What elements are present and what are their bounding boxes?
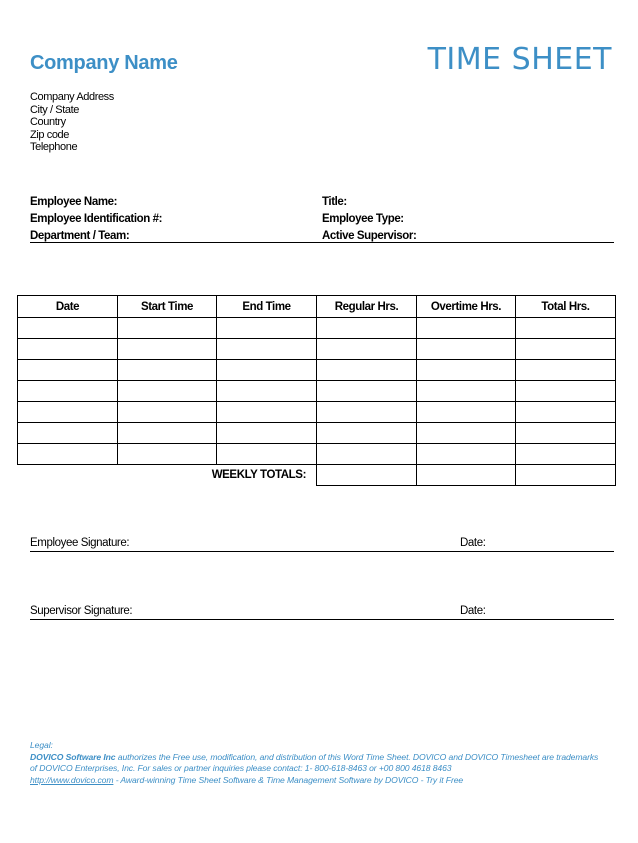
table-cell[interactable]	[118, 339, 217, 360]
table-cell[interactable]	[317, 381, 417, 402]
employee-type-label: Employee Type:	[322, 213, 404, 225]
supervisor-label: Active Supervisor:	[322, 230, 417, 242]
employee-date-label: Date:	[460, 537, 486, 549]
column-header: Overtime Hrs.	[417, 296, 516, 318]
table-cell[interactable]	[18, 339, 118, 360]
table-cell[interactable]	[417, 444, 516, 465]
legal-footer	[30, 775, 604, 787]
table-cell[interactable]	[516, 339, 616, 360]
address-line: Country	[30, 116, 66, 128]
table-cell[interactable]	[217, 402, 317, 423]
overtime-hrs-total-cell[interactable]	[417, 465, 516, 486]
legal-body	[30, 752, 604, 775]
dovico-link[interactable]: http://www.dovico.com	[30, 774, 114, 785]
table-cell[interactable]	[217, 339, 317, 360]
table-cell[interactable]	[217, 423, 317, 444]
table-cell[interactable]	[417, 423, 516, 444]
address-line: Telephone	[30, 141, 78, 153]
legal-company: DOVICO Software Inc	[30, 751, 116, 762]
table-row	[18, 360, 616, 381]
column-header: End Time	[217, 296, 317, 318]
table-cell[interactable]	[217, 381, 317, 402]
table-cell[interactable]	[516, 402, 616, 423]
table-cell[interactable]	[516, 381, 616, 402]
sheet-title: TIME SHEET	[427, 42, 612, 77]
table-cell[interactable]	[118, 402, 217, 423]
table-cell[interactable]	[217, 444, 317, 465]
employee-info-right	[322, 194, 416, 245]
table-cell[interactable]	[516, 360, 616, 381]
weekly-totals-row	[18, 465, 616, 486]
regular-hrs-total-cell[interactable]	[317, 465, 417, 486]
legal-text: authorizes the Free use, modification, and distribution of this Word Time Sheet. DOVICO and DOVICO Timesheet are trademarks of DOVICO Enterprises, Inc. For sales or partner inquiries please contact: 1- 800-618-8463 or +00 800 4618 8463	[30, 751, 599, 773]
address-line: Company Address	[30, 91, 114, 103]
title-label: Title:	[322, 196, 347, 208]
table-header-row	[18, 296, 616, 318]
table-cell[interactable]	[217, 318, 317, 339]
column-header: Date	[18, 296, 118, 318]
table-row	[18, 402, 616, 423]
table-cell[interactable]	[317, 402, 417, 423]
employee-id-label: Employee Identification #:	[30, 213, 163, 225]
company-name: Company Name	[30, 52, 178, 74]
employee-info-left	[30, 194, 162, 245]
table-cell[interactable]	[18, 444, 118, 465]
department-label: Department / Team:	[30, 230, 130, 242]
supervisor-signature-line[interactable]	[30, 619, 614, 620]
table-row	[18, 444, 616, 465]
table-cell[interactable]	[516, 423, 616, 444]
table-cell[interactable]	[118, 381, 217, 402]
legal-heading: Legal:	[30, 740, 53, 750]
table-cell[interactable]	[118, 360, 217, 381]
table-cell[interactable]	[317, 318, 417, 339]
table-row	[18, 381, 616, 402]
table-cell[interactable]	[18, 402, 118, 423]
legal-notice	[30, 740, 604, 786]
address-line: City / State	[30, 103, 79, 116]
table-cell[interactable]	[516, 318, 616, 339]
table-cell[interactable]	[417, 381, 516, 402]
column-header: Total Hrs.	[516, 296, 616, 318]
column-header: Regular Hrs.	[317, 296, 417, 318]
table-cell[interactable]	[317, 444, 417, 465]
weekly-totals-label: WEEKLY TOTALS:	[211, 469, 306, 482]
table-row	[18, 423, 616, 444]
table-cell[interactable]	[18, 381, 118, 402]
table-cell[interactable]	[417, 318, 516, 339]
table-row	[18, 318, 616, 339]
table-cell[interactable]	[516, 444, 616, 465]
table-cell[interactable]	[417, 402, 516, 423]
table-cell[interactable]	[217, 360, 317, 381]
employee-signature-line[interactable]	[30, 551, 614, 552]
table-cell[interactable]	[317, 423, 417, 444]
table-row	[18, 339, 616, 360]
table-cell[interactable]	[317, 360, 417, 381]
company-address-block	[30, 91, 114, 154]
table-cell[interactable]	[118, 318, 217, 339]
employee-signature-label: Employee Signature:	[30, 537, 130, 549]
employee-name-label: Employee Name:	[30, 196, 118, 208]
table-cell[interactable]	[118, 423, 217, 444]
supervisor-signature-label: Supervisor Signature:	[30, 605, 133, 617]
table-cell[interactable]	[417, 360, 516, 381]
blank-cell	[18, 465, 118, 486]
timesheet-table	[17, 295, 616, 486]
table-cell[interactable]	[118, 444, 217, 465]
info-divider	[30, 242, 614, 243]
column-header: Start Time	[118, 296, 217, 318]
address-line: Zip code	[30, 128, 69, 141]
table-cell[interactable]	[417, 339, 516, 360]
table-cell[interactable]	[317, 339, 417, 360]
supervisor-date-label: Date:	[460, 605, 486, 617]
table-cell[interactable]	[18, 423, 118, 444]
legal-tagline: - Award-winning Time Sheet Software & Time Management Software by DOVICO - Try it Free	[113, 774, 464, 785]
total-hrs-total-cell[interactable]	[516, 465, 616, 486]
table-cell[interactable]	[18, 360, 118, 381]
table-cell[interactable]	[18, 318, 118, 339]
